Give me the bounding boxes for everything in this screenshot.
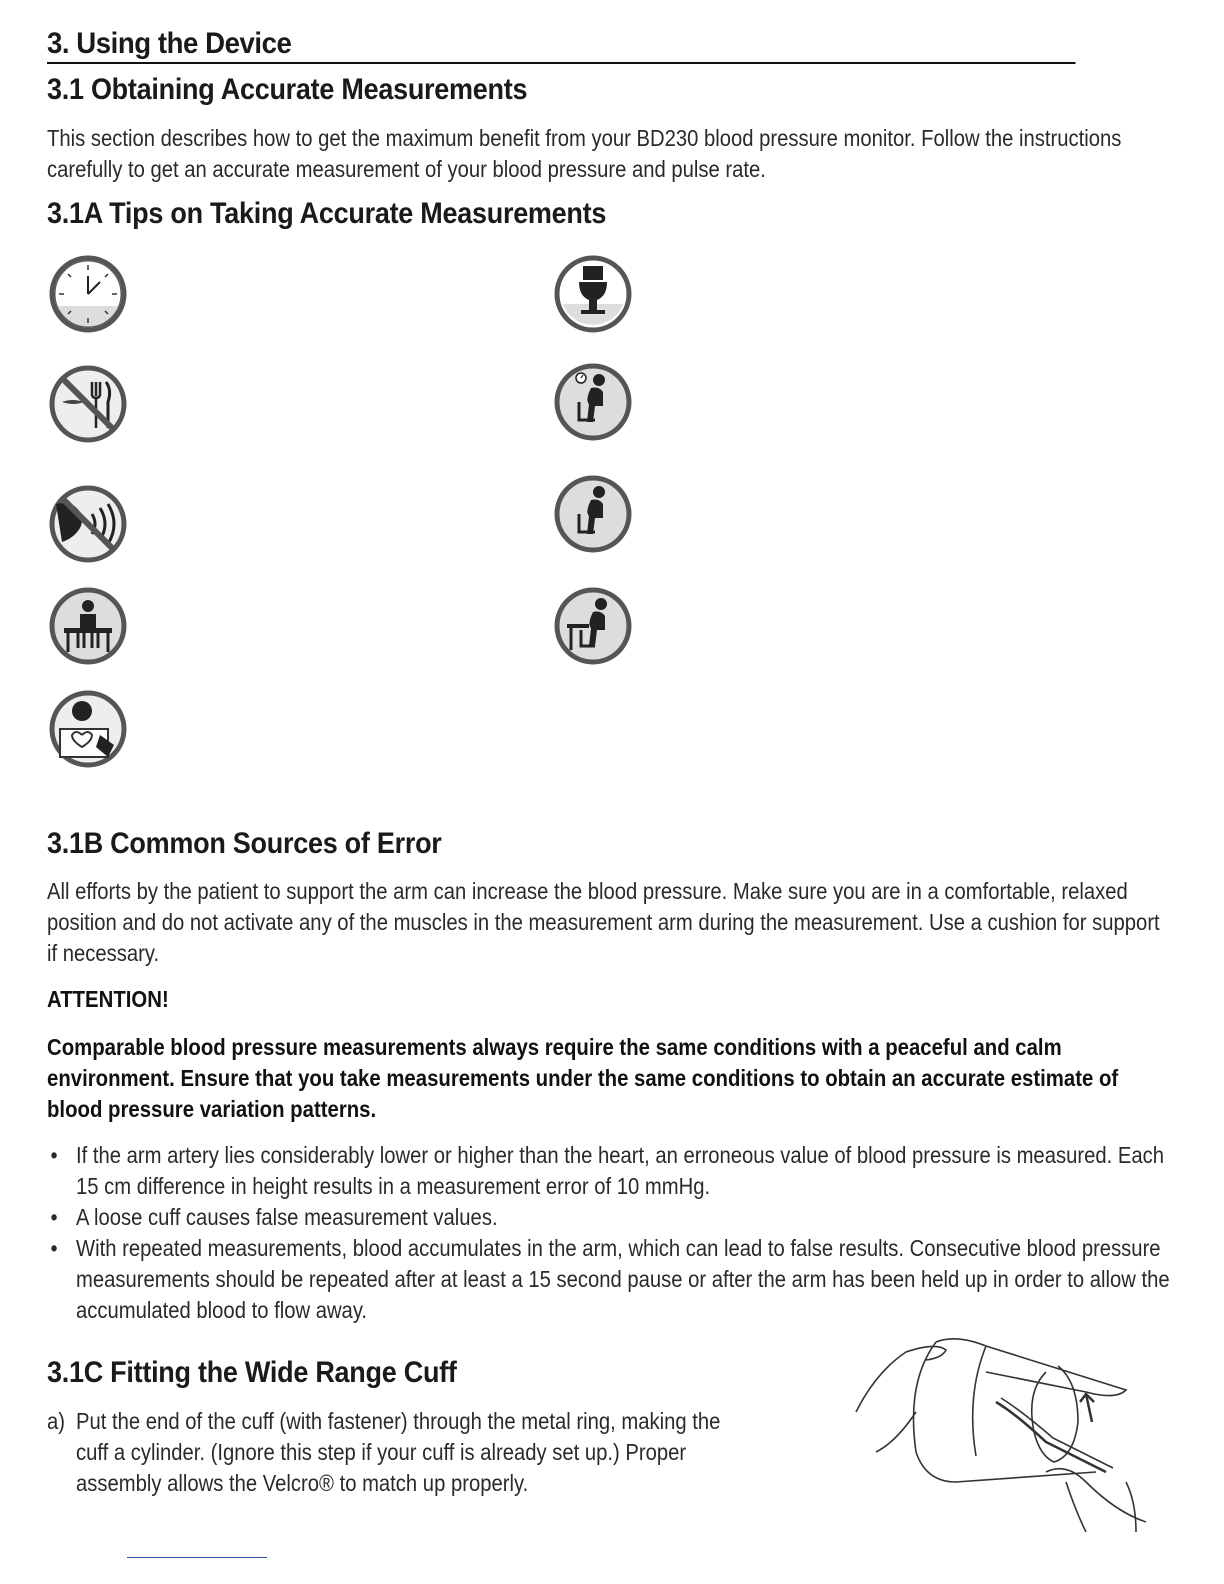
cuff-illustration — [836, 1332, 1166, 1532]
heading-3-1a: 3.1A Tips on Taking Accurate Measurements — [47, 197, 607, 230]
sitting-at-table-icon — [48, 586, 128, 666]
attention-label: ATTENTION! — [47, 986, 169, 1012]
heading-3-1: 3.1 Obtaining Accurate Measurements — [47, 73, 528, 106]
list-item: • With repeated measurements, blood accumulates in the arm, which can lead to false results. Consecutive blood pressure measurements should be repeated after at least a 15 second pause or after the arm has been held up in order to allow the accumulated blood to flow away. — [50, 1235, 1170, 1323]
error-bullet-list — [47, 1140, 1191, 1326]
cuff-at-heart-level-icon — [48, 689, 128, 769]
no-talking-icon — [48, 484, 128, 564]
clock-icon — [48, 254, 128, 334]
list-item: • If the arm artery lies considerably lower or higher than the heart, an erroneous value of blood pressure is measured. Each 15 cm difference in height results in a measurement error of 10 mmHg. — [50, 1142, 1164, 1199]
intro-paragraph: This section describes how to get the maximum benefit from your BD230 blood pressure monitor. Follow the instructions carefully to get an accurate measurement of your blood pressure and pulse rate. — [47, 125, 1122, 182]
step-a — [47, 1406, 751, 1499]
step-a-text: Put the end of the cuff (with fastener) through the metal ring, making the cuff a cylinder. (Ignore this step if your cuff is already set up.) Proper assembly allows the Velcro® to match up properly. — [76, 1408, 721, 1496]
rest-timer-seated-icon — [553, 362, 633, 442]
heading-3-1b: 3.1B Common Sources of Error — [47, 827, 442, 860]
step-a-marker: a) — [47, 1408, 65, 1434]
seated-upright-icon — [553, 474, 633, 554]
seated-arm-on-table-icon — [553, 586, 633, 666]
toilet-icon — [553, 254, 633, 334]
list-item: • A loose cuff causes false measurement values. — [50, 1204, 498, 1230]
error-sources-paragraph: All efforts by the patient to support the arm can increase the blood pressure. Make sure you are in a comfortable, relaxed position and do not activate any of the muscles in the measurement arm during the measurement. Use a cushion for support if necessary. — [47, 878, 1160, 966]
link-underline — [127, 1557, 267, 1558]
no-eating-icon — [48, 364, 128, 444]
section-title: 3. Using the Device — [47, 26, 1076, 64]
attention-text: Comparable blood pressure measurements always require the same conditions with a peaceful and calm environment. Ensure that you take measurements under the same conditions to obtain an accurate estimate of blood pressure variation patterns. — [47, 1034, 1119, 1122]
heading-3-1c: 3.1C Fitting the Wide Range Cuff — [47, 1356, 457, 1389]
